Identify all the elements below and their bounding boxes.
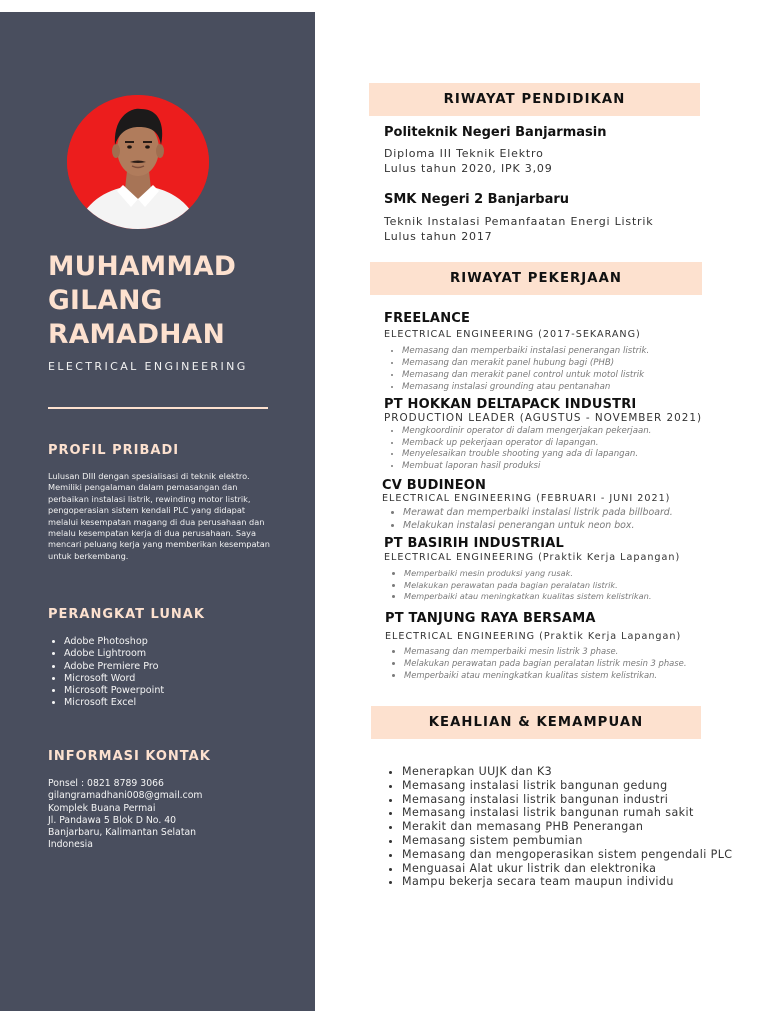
task-item: • Membuat laporan hasil produksi [402, 461, 651, 473]
school-name: Politeknik Negeri Banjarmasin [384, 125, 607, 140]
task-item: • Memasang instalasi grounding atau pentanahan [402, 381, 649, 393]
task-item: • Memasang dan merakit panel hubung bagi (PHB) [402, 357, 649, 369]
list-item: • Adobe Lightroom [64, 648, 164, 660]
contact-info [48, 778, 288, 852]
list-item: • Microsoft Word [64, 673, 164, 685]
job-title: ELECTRICAL ENGINEERING [48, 360, 248, 373]
skill-item: • Memasang sistem pembumian [402, 834, 732, 848]
school-details [384, 147, 553, 176]
contact-line: Jl. Pandawa 5 Blok D No. 40 [48, 814, 177, 826]
detail-line: Lulus tahun 2017 [384, 229, 493, 243]
contact-line: Banjarbaru, Kalimantan Selatan [48, 827, 197, 839]
software-heading: PERANGKAT LUNAK [48, 607, 205, 622]
candidate-name [48, 250, 236, 352]
list-item: • Microsoft Powerpoint [64, 685, 164, 697]
software-list [48, 636, 164, 710]
school-details [384, 215, 653, 244]
skill-item: • Memasang dan mengoperasikan sistem pengendali PLC [402, 848, 732, 862]
portrait-illustration [67, 95, 209, 229]
divider [48, 407, 268, 409]
detail-line: Lulus tahun 2020, IPK 3,09 [384, 161, 553, 175]
skill-item: • Menerapkan UUJK dan K3 [402, 765, 732, 779]
task-item: • Memasang dan memperbaiki instalasi penerangan listrik. [402, 345, 649, 357]
list-item: • Adobe Premiere Pro [64, 661, 164, 673]
task-list [386, 645, 686, 681]
task-list [384, 345, 649, 393]
work-heading: RIWAYAT PEKERJAAN [370, 262, 702, 295]
contact-line: gilangramadhani008@gmail.com [48, 790, 203, 802]
task-item: • Memperbaiki atau meningkatkan kualitas sistem kelistrikan. [404, 591, 651, 603]
task-item: • Mengkoordinir operator di dalam mengerjakan pekerjaan. [402, 426, 651, 438]
task-item: • Memperbaiki mesin produksi yang rusak. [404, 568, 651, 580]
company-name: FREELANCE [384, 311, 471, 326]
job-role: ELECTRICAL ENGINEERING (2017-SEKARANG) [384, 329, 641, 340]
profile-photo [67, 95, 209, 229]
task-item: • Menyelesaikan trouble shooting yang ada di lapangan. [402, 449, 651, 461]
job-role: PRODUCTION LEADER (AGUSTUS - NOVEMBER 2021) [384, 412, 702, 424]
contact-heading: INFORMASI KONTAK [48, 749, 211, 764]
job-role: ELECTRICAL ENGINEERING (FEBRUARI - JUNI 2021) [382, 493, 671, 504]
skill-item: • Memasang instalasi listrik bangunan rumah sakit [402, 806, 732, 820]
contact-line: Ponsel : 0821 8789 3066 [48, 778, 164, 789]
detail-line: Diploma III Teknik Elektro [384, 147, 544, 160]
task-list [386, 568, 651, 603]
company-name: PT TANJUNG RAYA BERSAMA [385, 611, 596, 626]
job-role: ELECTRICAL ENGINEERING (Praktik Kerja Lapangan) [384, 552, 681, 563]
job-role: ELECTRICAL ENGINEERING (Praktik Kerja Lapangan) [385, 631, 682, 642]
name-line: RAMADHAN [48, 319, 226, 350]
list-item: • Microsoft Excel [64, 697, 164, 709]
skill-item: • Menguasai Alat ukur listrik dan elektronika [402, 862, 732, 876]
skills-list [384, 765, 732, 889]
skills-heading: KEAHLIAN & KEMAMPUAN [371, 706, 701, 739]
task-list [384, 426, 651, 472]
contact-line: Indonesia [48, 839, 93, 851]
task-item: • Melakukan perawatan pada bagian peralatan listrik mesin 3 phase. [404, 657, 686, 669]
task-item: • Memasang dan merakit panel control untuk motol listrik [402, 369, 649, 381]
skill-item: • Memasang instalasi listrik bangunan industri [402, 793, 732, 807]
profile-heading: PROFIL PRIBADI [48, 443, 180, 458]
task-item: • Memback up pekerjaan operator di lapangan. [402, 438, 651, 450]
list-item: • Adobe Photoshop [64, 636, 164, 648]
profile-summary: Lulusan DIII dengan spesialisasi di teknik elektro. Memiliki pengalaman dalam pemasangan dan perbaikan instalasi listrik, rewinding motor listrik, pengoperasian sistem kendali PLC yang didapat melalui kesempatan magang di dua perusahaan dan melalu kesempatan kerja di dua perusahaan. Saya mencari peluang kerja yang memberikan kesempatan untuk berkembang. [48, 471, 270, 561]
name-line: MUHAMMAD [48, 251, 237, 282]
company-name: CV BUDINEON [382, 478, 487, 493]
company-name: PT BASIRIH INDUSTRIAL [384, 536, 565, 551]
sidebar [0, 12, 315, 1011]
education-heading: RIWAYAT PENDIDIKAN [369, 83, 700, 116]
skill-item: • Memasang instalasi listrik bangunan gedung [402, 779, 732, 793]
task-item: • Memperbaiki atau meningkatkan kualitas sistem kelistrikan. [404, 669, 686, 681]
detail-line: Teknik Instalasi Pemanfaatan Energi Listrik [384, 215, 654, 228]
contact-line: Komplek Buana Permai [48, 802, 156, 814]
company-name: PT HOKKAN DELTAPACK INDUSTRI [384, 397, 637, 412]
task-item: • Melakukan instalasi penerangan untuk neon box. [403, 519, 673, 532]
task-list [385, 506, 673, 532]
skill-item: • Mampu bekerja secara team maupun individu [402, 875, 732, 889]
name-line: GILANG [48, 285, 163, 316]
task-item: • Memasang dan memperbaiki mesin listrik 3 phase. [404, 645, 686, 657]
task-item: • Melakukan perawatan pada bagian peralatan listrik. [404, 580, 651, 592]
skill-item: • Merakit dan memasang PHB Penerangan [402, 820, 732, 834]
school-name: SMK Negeri 2 Banjarbaru [384, 192, 570, 207]
task-item: • Merawat dan memperbaiki instalasi listrik pada billboard. [403, 506, 673, 519]
